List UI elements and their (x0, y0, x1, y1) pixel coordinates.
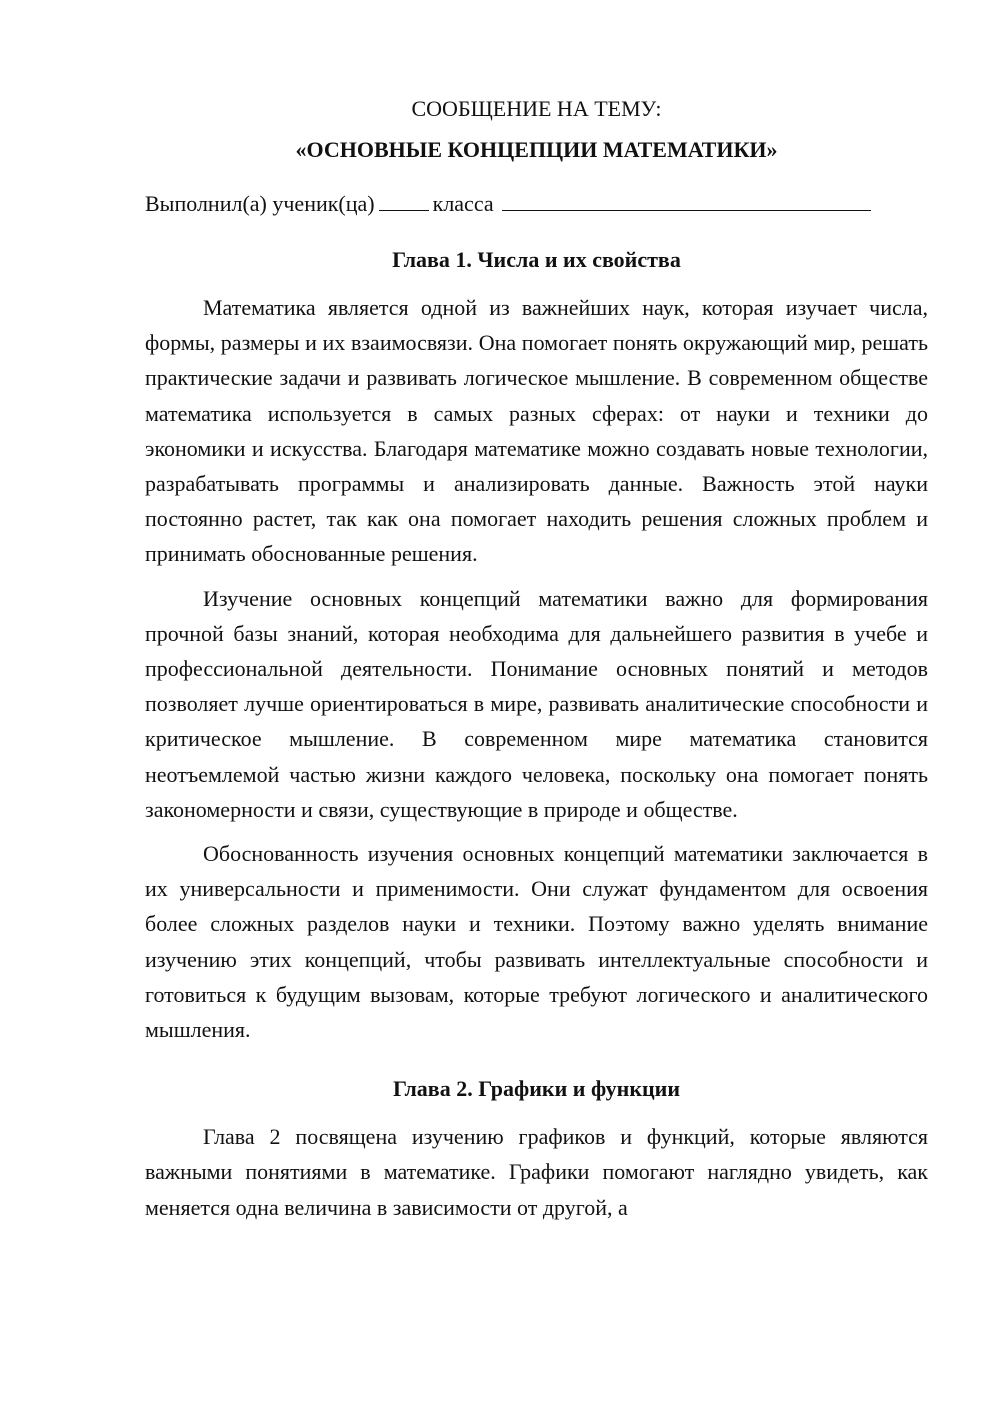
chapter-1-title: Глава 1. Числа и их свойства (392, 247, 681, 272)
document-heading: СООБЩЕНИЕ НА ТЕМУ: (411, 96, 662, 121)
document-title: «ОСНОВНЫЕ КОНЦЕПЦИИ МАТЕМАТИКИ» (295, 137, 778, 162)
chapter-1-paragraph-2: Изучение основных концепций математики важно для формирования прочной базы знаний, которая необходима для дальнейшего развития в учебе и профессиональной деятельности. Понимание основных понятий и методов позволяет лучше ориентироваться в мире, развивать аналитические способности и критическое мышление. В современном мире математика становится неотъемлемой частью жизни каждого человека, поскольку она помогает понять закономерности и связи, существующие в природе и обществе. (145, 585, 928, 822)
class-number-blank[interactable] (379, 188, 429, 211)
chapter-1-paragraph-3: Обоснованность изучения основных концепций математики заключается в их универсальности и применимости. Они служат фундаментом для освоения более сложных разделов науки и техники. Поэтому важно уделять внимание изучению этих концепций, чтобы развивать интеллектуальные способности и готовиться к будущим вызовам, которые требуют логического и аналитического мышления. (145, 841, 928, 1043)
chapter-2-title: Глава 2. Графики и функции (392, 1076, 681, 1102)
document-page (145, 88, 928, 1225)
chapter-2-paragraph-1: Глава 2 посвящена изучению графиков и функций, которые являются важными понятиями в математике. Графики помогают наглядно увидеть, как меняется одна величина в зависимости от другой, а (145, 1124, 928, 1220)
signature-line (145, 188, 928, 219)
signature-class-label: класса (432, 191, 494, 216)
signature-prefix: Выполнил(а) ученик(ца) (145, 191, 375, 216)
chapter-1-paragraph-1: Математика является одной из важнейших наук, которая изучает числа, формы, размеры и их взаимосвязи. Она помогает понять окружающий мир, решать практические задачи и развивать логическое мышление. В современном обществе математика используется в самых разных сферах: от науки и техники до экономики и искусства. Благодаря математике можно создавать новые технологии, разрабатывать программы и анализировать данные. Важность этой науки постоянно растет, так как она помогает находить решения сложных проблем и принимать обоснованные решения. (145, 295, 928, 567)
student-name-blank[interactable] (502, 188, 871, 211)
